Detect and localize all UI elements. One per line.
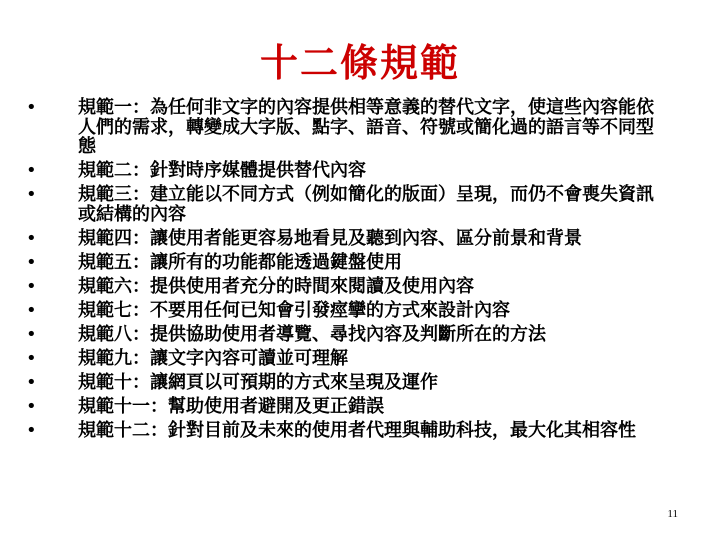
bullet-icon: • bbox=[26, 275, 37, 297]
rule-item bbox=[26, 185, 666, 224]
bullet-icon: • bbox=[26, 160, 37, 181]
rule-item bbox=[26, 349, 666, 369]
rule-text: 規範一：為任何非文字的內容提供相等意義的替代文字，使這些內容能依人們的需求，轉變成大字版、點字、語音、符號或簡化過的語言等不同型態 bbox=[78, 97, 654, 157]
bullet-icon: • bbox=[26, 251, 37, 273]
bullet-icon: • bbox=[26, 227, 37, 249]
rule-item bbox=[26, 253, 666, 273]
bullet-icon: • bbox=[26, 97, 37, 118]
rule-text: 規範十一：幫助使用者避開及更正錯誤 bbox=[78, 395, 384, 417]
bullet-icon: • bbox=[26, 299, 37, 321]
rule-text: 規範三：建立能以不同方式（例如簡化的版面）呈現，而仍不會喪失資訊或結構的內容 bbox=[78, 184, 654, 225]
bullet-icon: • bbox=[26, 323, 37, 345]
rule-item bbox=[26, 373, 666, 393]
rule-text: 規範九：讓文字內容可讀並可理解 bbox=[78, 347, 348, 369]
rule-item bbox=[26, 421, 666, 441]
bullet-icon: • bbox=[26, 347, 37, 369]
rule-item bbox=[26, 397, 666, 417]
page-number: 11 bbox=[667, 508, 678, 520]
rules-list bbox=[26, 98, 666, 445]
bullet-icon: • bbox=[26, 395, 37, 417]
bullet-icon: • bbox=[26, 184, 37, 205]
bullet-icon: • bbox=[26, 371, 37, 393]
rule-text: 規範八：提供協助使用者導覽、尋找內容及判斷所在的方法 bbox=[78, 323, 546, 345]
rule-item bbox=[26, 277, 666, 297]
rule-text: 規範二：針對時序媒體提供替代內容 bbox=[78, 160, 366, 181]
rule-item bbox=[26, 301, 666, 321]
rule-item bbox=[26, 229, 666, 249]
rule-text: 規範四：讓使用者能更容易地看見及聽到內容、區分前景和背景 bbox=[78, 227, 582, 249]
rule-text: 規範七：不要用任何已知會引發痙攣的方式來設計內容 bbox=[78, 299, 510, 321]
rule-text: 規範十二：針對目前及未來的使用者代理與輔助科技，最大化其相容性 bbox=[78, 419, 636, 441]
rule-text: 規範五：讓所有的功能都能透過鍵盤使用 bbox=[78, 251, 402, 273]
slide-title: 十二條規範 bbox=[259, 41, 460, 85]
rule-text: 規範十：讓網頁以可預期的方式來呈現及運作 bbox=[78, 371, 438, 393]
rule-text: 規範六：提供使用者充分的時間來閱讀及使用內容 bbox=[78, 275, 474, 297]
rule-item bbox=[26, 161, 666, 181]
bullet-icon: • bbox=[26, 419, 37, 441]
rule-item bbox=[26, 325, 666, 345]
rule-item bbox=[26, 98, 666, 157]
